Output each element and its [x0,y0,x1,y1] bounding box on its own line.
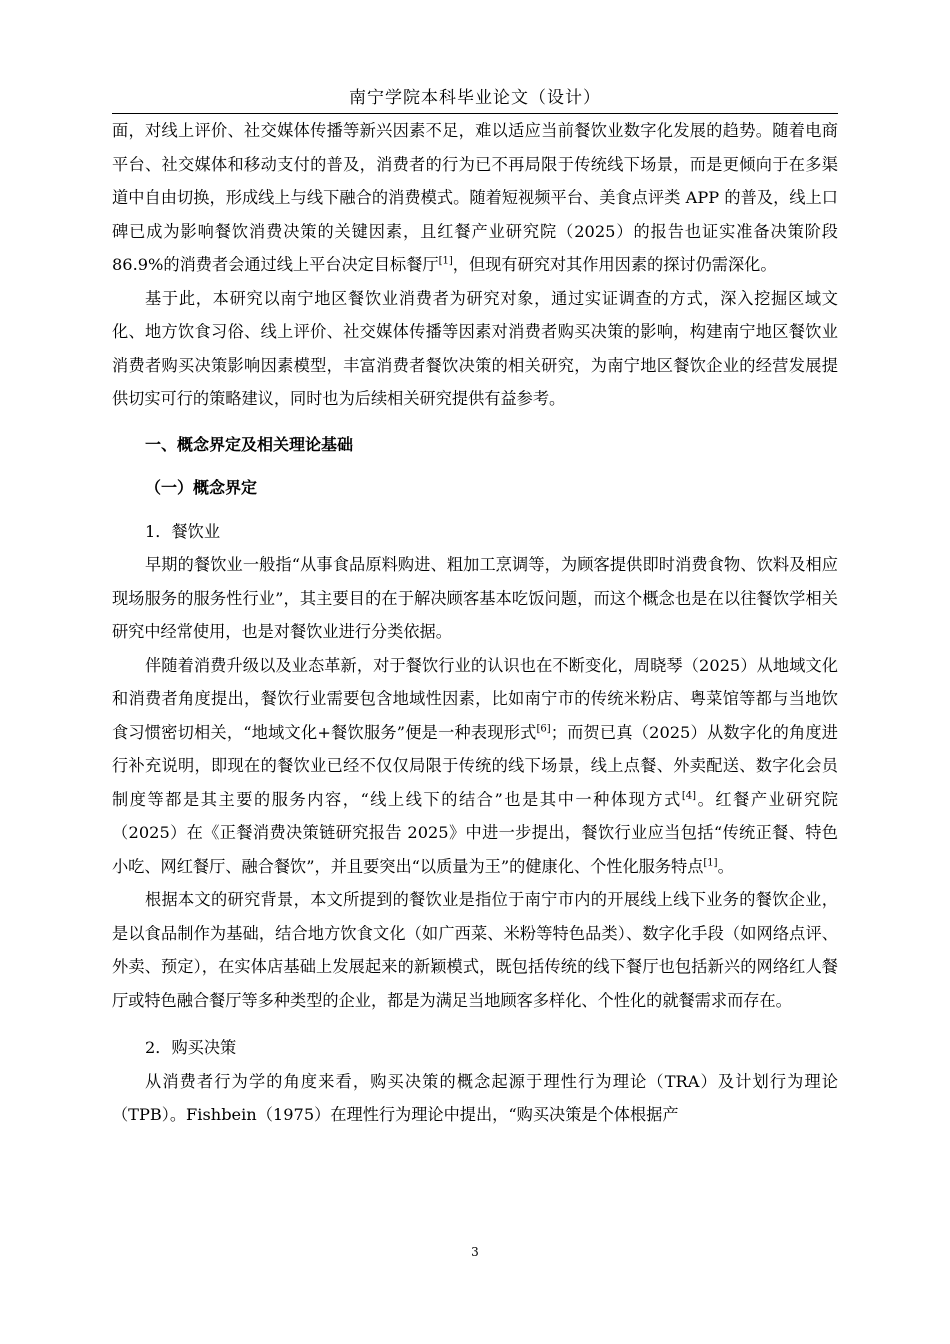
paragraph-text: 。红餐产业研究院（2025）在《正餐消费决策链研究报告 2025》中进一步提出，餐饮行业应当包括“传统正餐、特色小吃、网红餐厅、融合餐饮”，并且要突出“以质量为王”的健康化、个性化服务特点 [112,789,838,876]
subsubsection-heading: 2．购买决策 [145,1038,237,1057]
paragraph: 从消费者行为学的角度来看，购买决策的概念起源于理性行为理论（TRA）及计划行为理论（TPB）。Fishbein（1975）在理性行为理论中提出，“购买决策是个体根据产 [112,1071,838,1124]
paragraph-text: ，但现有研究对其作用因素的探讨仍需深化。 [452,255,777,274]
page-number: 3 [471,1245,479,1259]
citation-ref: [6] [536,723,551,735]
subsubsection-heading: 1．餐饮业 [145,521,221,541]
page-body [112,114,838,1132]
section-heading: 一、概念界定及相关理论基础 [145,434,354,454]
page-header: 南宁学院本科毕业论文（设计） [349,88,601,108]
paragraph-text: 。 [717,856,734,876]
citation-ref: [4] [681,790,697,802]
paragraph-text: 面，对线上评价、社交媒体传播等新兴因素不足，难以适应当前餐饮业数字化发展的趋势。随着电商平台、社交媒体和移动支付的普及，消费者的行为已不再局限于传统线下场景，而是更倾向于在多渠道中自由切换，形成线上与线下融合的消费模式。随着短视频平台、美食点评类 APP 的普及，线上口碑已成为影响餐饮消费决策的关键因素，且红餐产业研究院（2025）的报告也证实准备决策阶段 86.9%的消费者会通过线上平台决定目标餐厅 [112,121,838,274]
paragraph: 根据本文的研究背景，本文所提到的餐饮业是指位于南宁市内的开展线上线下业务的餐饮企业，是以食品制作为基础，结合地方饮食文化（如广西菜、米粉等特色品类）、数字化手段（如网络点评、外卖、预定），在实体店基础上发展起来的新颖模式，既包括传统的线下餐厅也包括新兴的网络红人餐厅或特色融合餐厅等多种类型的企业，都是为满足当地顾客多样化、个性化的就餐需求而存在。 [112,890,838,1010]
paragraph: 早期的餐饮业一般指“从事食品原料购进、粗加工烹调等，为顾客提供即时消费食物、饮料及相应现场服务的服务性行业”，其主要目的在于解决顾客基本吃饭问题，而这个概念也是在以往餐饮学相关研究中经常使用，也是对餐饮业进行分类依据。 [112,555,838,641]
paragraph-text: 伴随着消费升级以及业态革新，对于餐饮行业的认识也在不断变化，周晓琴（2025）从地域文化和消费者角度提出，餐饮行业需要包含地域性因素，比如南宁市的传统米粉店、粤菜馆等都与当地饮食习惯密切相关，“地域文化+餐饮服务”便是一种表现形式 [112,655,838,742]
citation-ref: [1] [703,857,718,869]
subsection-heading: （一）概念界定 [145,478,258,497]
citation-ref: [1] [438,255,453,267]
paragraph-text: ；而贺已真（2025）从数字化的角度进行补充说明，即现在的餐饮业已经不仅仅局限于传统的线下场景，线上点餐、外卖配送、数字化会员制度等都是其主要的服务内容，“线上线下的结合”也是其中一种体现方式 [112,722,838,809]
paragraph: 基于此，本研究以南宁地区餐饮业消费者为研究对象，通过实证调查的方式，深入挖掘区域文化、地方饮食习俗、线上评价、社交媒体传播等因素对消费者购买决策的影响，构建南宁地区餐饮业消费者购买决策影响因素模型，丰富消费者餐饮决策的相关研究，为南宁地区餐饮企业的经营发展提供切实可行的策略建议，同时也为后续相关研究提供有益参考。 [112,288,838,408]
paragraph [112,114,838,282]
paragraph [112,649,838,884]
